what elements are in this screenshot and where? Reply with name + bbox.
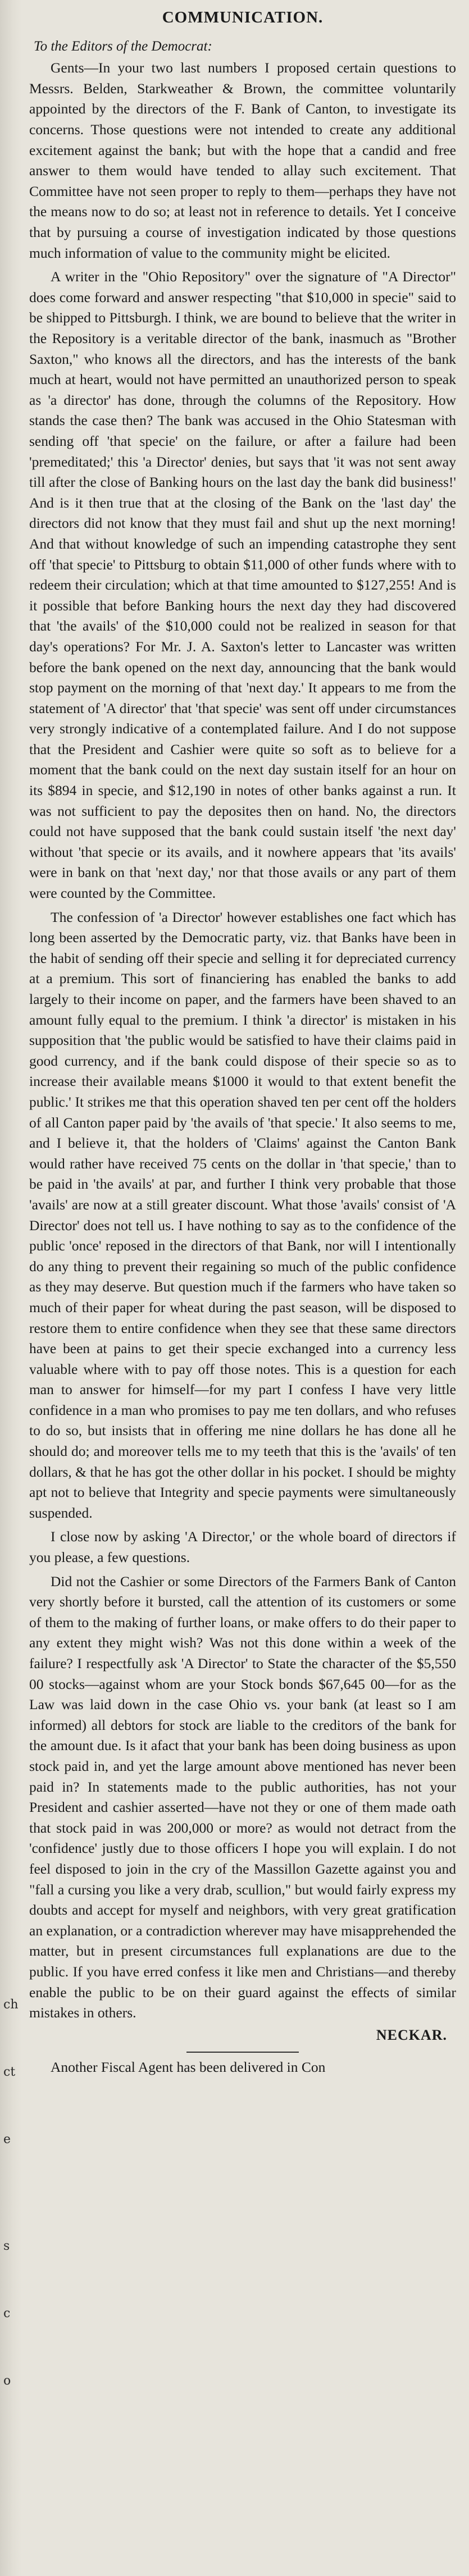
left-gutter-margin xyxy=(0,0,21,2576)
gutter-mark: c xyxy=(3,2306,11,2321)
communication-article xyxy=(29,8,456,2077)
gutter-mark: ch xyxy=(3,1998,19,2012)
gutter-mark: s xyxy=(3,2239,10,2253)
article-headline: COMMUNICATION. xyxy=(162,8,324,26)
article-divider xyxy=(186,2052,299,2053)
author-signature: NECKAR. xyxy=(376,2026,447,2043)
article-salutation: To the Editors of the Democrat: xyxy=(34,38,212,54)
gutter-mark: e xyxy=(3,2132,11,2146)
article-paragraph-5: Did not the Cashier or some Directors of the Farmers Bank of Canton very shortly before it bursted, call the attention of its customers or some of them to the making of further loans, or make offers to do their paper to any extent they might wish? Was not this done within a week of the failure? I respectfully ask 'A Director' to State the character of the $5,550 00 stocks—against whom are your Stock bonds $67,645 00—for as the Law was laid down in the case Ohio vs. your bank (at least so I am informed) all debtors for stock are liable to the creditors of the bank for the amount due. Is it afact that your bank has been doing business as upon stock paid in, and yet the large amount above mentioned has never been paid in? In statements made to the public authorities, has not your President and cashier asserted—have not they or one of them made oath that stock paid in was 200,000 or more? as would not detract from the 'confidence' justly due to those officers I hope you will explain. I do not feel disposed to join in the cry of the Massillon Gazette against you and "fall a cursing you like a very drab, scullion," but would fairly express my doubts and accept for myself and neighbors, with very great gratification an explanation, or a contradiction wherever may have misapprehended the matter, but in present circumstances full explanations are due to the public. If you have erred confess it like men and Christians—and thereby enable the public to be on their guard against the effects of similar mistakes in others. xyxy=(29,1573,456,2021)
article-paragraph-2: A writer in the "Ohio Repository" over the signature of "A Director" does come forward and answer respecting "that $10,000 in specie" said to be shipped to Pittsburgh. I think, we are bound to believe that the writer in the Repository is a veritable director of the bank, inasmuch as "Brother Saxton," who knows all the directors, and has the interests of the bank much at heart, would not have permitted an unauthorized person to speak as 'a director' has done, through the columns of the Repository. How stands the case then? The bank was accused in the Ohio Statesman with sending off 'that specie' on the failure, or after a failure had been 'premeditated;' this 'a Director' denies, but says that 'it was not sent away till after the close of Banking hours on the last day the bank did business!' And is it then true that at the closing of the Bank on the 'last day' the directors did not know that they must fail and shut up the next morning! And that without knowledge of such an impending catastrophe they sent off 'that specie' to Pittsburg to obtain $11,000 of other funds where with to redeem their circulation; which at that time amounted to $127,255! And is it possible that before Banking hours the next day they had discovered that 'the avails' of the $10,000 could not be realized in season for that day's operations? For Mr. J. A. Saxton's letter to Lancaster was written before the bank opened on the next day, announcing that the bank would stop payment on the morning of that 'next day.' It appears to me from the statement of 'A director' that 'that specie' was sent off under circumstances very strongly indicative of a contemplated failure. And I do not suppose that the President and Cashier were quite so soft as to believe for a moment that the bank could on the next day sustain itself for an hour on its $894 in specie, and $12,190 in notes of other banks against a run. It was not sufficient to pay the deposites then on hand. No, the directors could not have supposed that the bank could sustain itself 'the next day' without 'that specie or its avails, and it nowhere appears that 'its avails' were in bank on that 'next day,' nor that those avails or any part of them were counted by the Committee. xyxy=(29,268,456,902)
article-paragraph-1: Gents—In your two last numbers I proposed certain questions to Messrs. Belden, Starkweather & Brown, the committee voluntarily appointed by the directors of the F. Bank of Canton, to investigate its concerns. Those questions were not intended to create any additional excitement against the bank; but with the hope that a candid and free answer to them would have tended to allay such excitement. That Committee have not seen proper to reply to them—perhaps they have not the means now to do so; at least not in reference to details. Yet I conceive that by pursuing a course of investigation indicated by those questions much information of value to the community might be elicited. xyxy=(29,60,456,261)
gutter-mark: ct xyxy=(3,2065,16,2079)
gutter-mark: o xyxy=(3,2374,11,2388)
article-paragraph-3: The confession of 'a Director' however establishes one fact which has long been asserted by the Democratic party, viz. that Banks have been in the habit of sending off their specie and selling it for depreciated currency at a premium. This sort of financiering has enabled the banks to add largely to their income on paper, and the farmers have been shaved to an amount fully equal to the premium. I think 'a director' is mistaken in his supposition that 'the public would be satisfied to have their claims paid in good currency, and if the bank could dispose of their specie so as to increase their available means $1000 it would to that extent benefit the public.' It strikes me that this operation shaved ten per cent off the holders of all Canton paper paid by 'the avails of 'that specie.' It also seems to me, and I believe it, that the holders of 'Claims' against the Canton Bank would rather have received 75 cents on the dollar in 'that specie,' than to be paid in 'the avails' at par, and further I think very probable that those 'avails' are now at a still greater discount. What those 'avails' consist of 'A Director' does not tell us. I have nothing to say as to the confidence of the public 'once' reposed in the directors of that Bank, nor will I intentionally do any thing to prevent their regaining so much of the public confidence as they may deserve. But question much if the farmers who have taken so much of their paper for wheat during the past season, will be disposed to restore them to entire confidence when they see that these same directors have been at pains to get their specie exchanged into a currency less valuable where with to pay off those notes. This is a question for each man to answer for himself—for my part I confess I have very little confidence in a man who promises to pay me ten dollars, and who refuses to do so, but insists that in offering me nine dollars he has done all he should do; and moreover tells me to my teeth that this is the 'avails' of ten dollars, & that he has got the other dollar in his pocket. I should be mighty apt not to believe that Integrity and specie payments were simultaneously suspended. xyxy=(29,908,456,1521)
article-paragraph-4: I close now by asking 'A Director,' or the whole board of directors if you please, a few questions. xyxy=(29,1528,456,1566)
next-article-fragment: Another Fiscal Agent has been delivered in Con xyxy=(51,2058,326,2075)
